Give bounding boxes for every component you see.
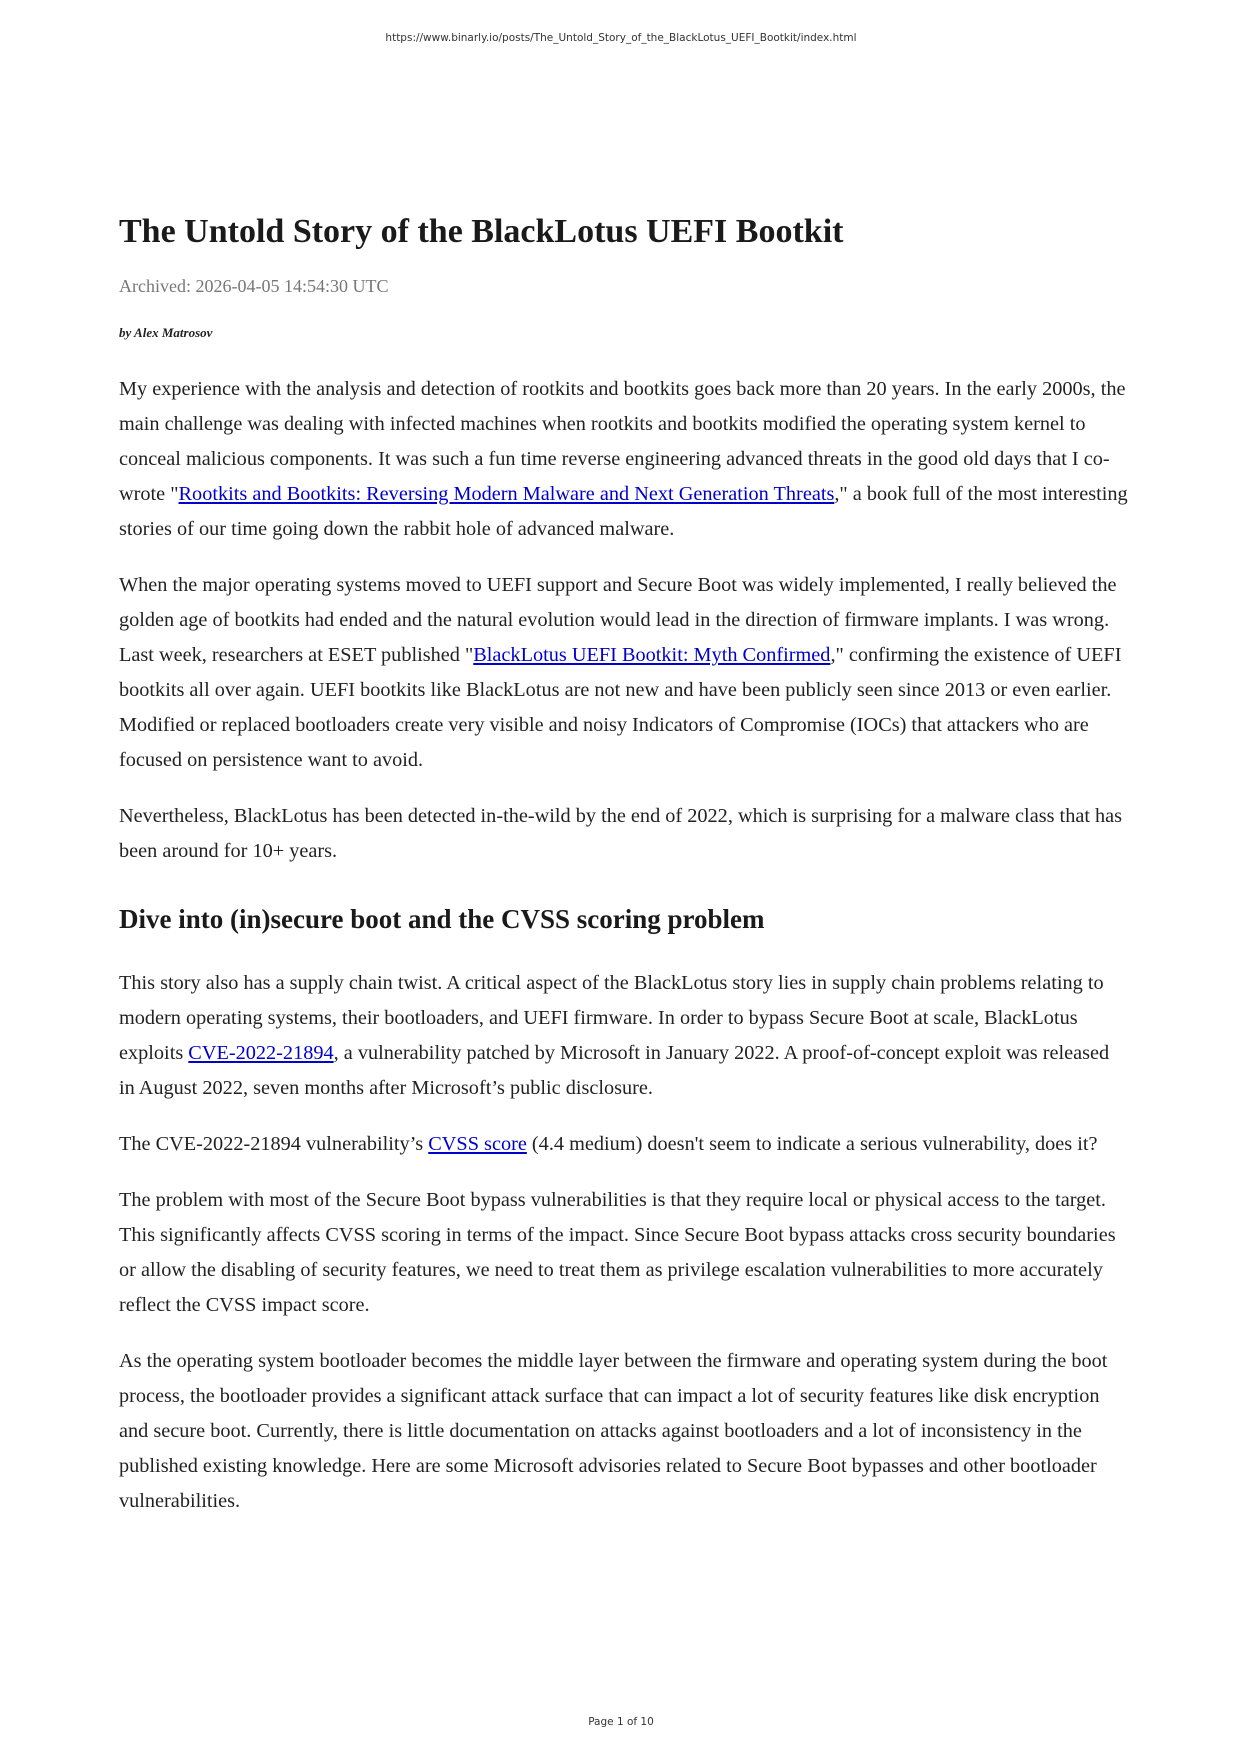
paragraph-nevertheless: Nevertheless, BlackLotus has been detected in-the-wild by the end of 2022, which is surprising for a malware class that has been around for 10+ years. xyxy=(119,805,1123,862)
paragraph-uefi xyxy=(119,568,1129,778)
paragraph-text: When the major operating systems moved to UEFI support and Secure Boot was widely implemented, I really believed the golden age of bootkits had ended and the natural evolution would lead in the direction of firmware implants. I was wrong. Last week, researchers at ESET published " xyxy=(119,574,1117,666)
cvss-score-link[interactable]: CVSS score xyxy=(428,1133,527,1155)
author-byline: by Alex Matrosov xyxy=(119,325,213,340)
cve-link[interactable]: CVE-2022-21894 xyxy=(188,1042,334,1064)
section-heading: Dive into (in)secure boot and the CVSS scoring problem xyxy=(119,904,765,934)
book-link[interactable]: Rootkits and Bootkits: Reversing Modern Malware and Next Generation Threats xyxy=(178,483,835,505)
paragraph-intro xyxy=(119,372,1129,547)
print-header-url: https://www.binarly.io/posts/The_Untold_Story_of_the_BlackLotus_UEFI_Bootkit/index.html xyxy=(385,32,857,44)
paragraph-text: The CVE-2022-21894 vulnerability’s xyxy=(119,1133,429,1155)
paragraph-bootloader: As the operating system bootloader becomes the middle layer between the firmware and operating system during the boot process, the bootloader provides a significant attack surface that can impact a lot of security features like disk encryption and secure boot. Currently, there is little documentation on attacks against bootloaders and a lot of inconsistency in the published existing knowledge. Here are some Microsoft advisories related to Secure Boot bypasses and other bootloader vulnerabilities. xyxy=(119,1350,1108,1512)
paragraph-supply-chain xyxy=(119,966,1129,1106)
paragraph-problem: The problem with most of the Secure Boot bypass vulnerabilities is that they require local or physical access to the target. This significantly affects CVSS scoring in terms of the impact. Since Secure Boot bypass attacks cross security boundaries or allow the disabling of security features, we need to treat them as privilege escalation vulnerabilities to more accurately reflect the CVSS impact score. xyxy=(119,1189,1116,1316)
archived-timestamp: Archived: 2026-04-05 14:54:30 UTC xyxy=(119,276,389,296)
paragraph-text: ," a book full of the most interesting stories of our time going down the rabbit hole of advanced malware. xyxy=(119,483,1128,540)
paragraph-text: , a vulnerability patched by Microsoft in January 2022. A proof-of-concept exploit was released in August 2022, seven months after Microsoft’s public disclosure. xyxy=(119,1042,1110,1099)
paragraph-cvss xyxy=(119,1127,1129,1162)
article xyxy=(119,210,1129,1540)
article-body xyxy=(119,372,1129,1519)
article-title: The Untold Story of the BlackLotus UEFI Bootkit xyxy=(119,213,844,250)
eset-article-link[interactable]: BlackLotus UEFI Bootkit: Myth Confirmed xyxy=(473,644,831,666)
paragraph-text: This story also has a supply chain twist. A critical aspect of the BlackLotus story lies in supply chain problems relating to modern operating systems, their bootloaders, and UEFI firmware. In order to bypass Secure Boot at scale, BlackLotus exploits xyxy=(119,972,1104,1064)
paragraph-text: My experience with the analysis and detection of rootkits and bootkits goes back more than 20 years. In the early 2000s, the main challenge was dealing with infected machines when rootkits and bootkits modified the operating system kernel to conceal malicious components. It was such a fun time reverse engineering advanced threats in the good old days that I co-wrote " xyxy=(119,378,1126,505)
page-number: Page 1 of 10 xyxy=(588,1716,654,1728)
paragraph-text: (4.4 medium) doesn't seem to indicate a serious vulnerability, does it? xyxy=(526,1133,1098,1155)
paragraph-text: ," confirming the existence of UEFI bootkits all over again. UEFI bootkits like BlackLotus are not new and have been publicly seen since 2013 or even earlier. Modified or replaced bootloaders create very visible and noisy Indicators of Compromise (IOCs) that attackers who are focused on persistence want to avoid. xyxy=(119,644,1122,771)
